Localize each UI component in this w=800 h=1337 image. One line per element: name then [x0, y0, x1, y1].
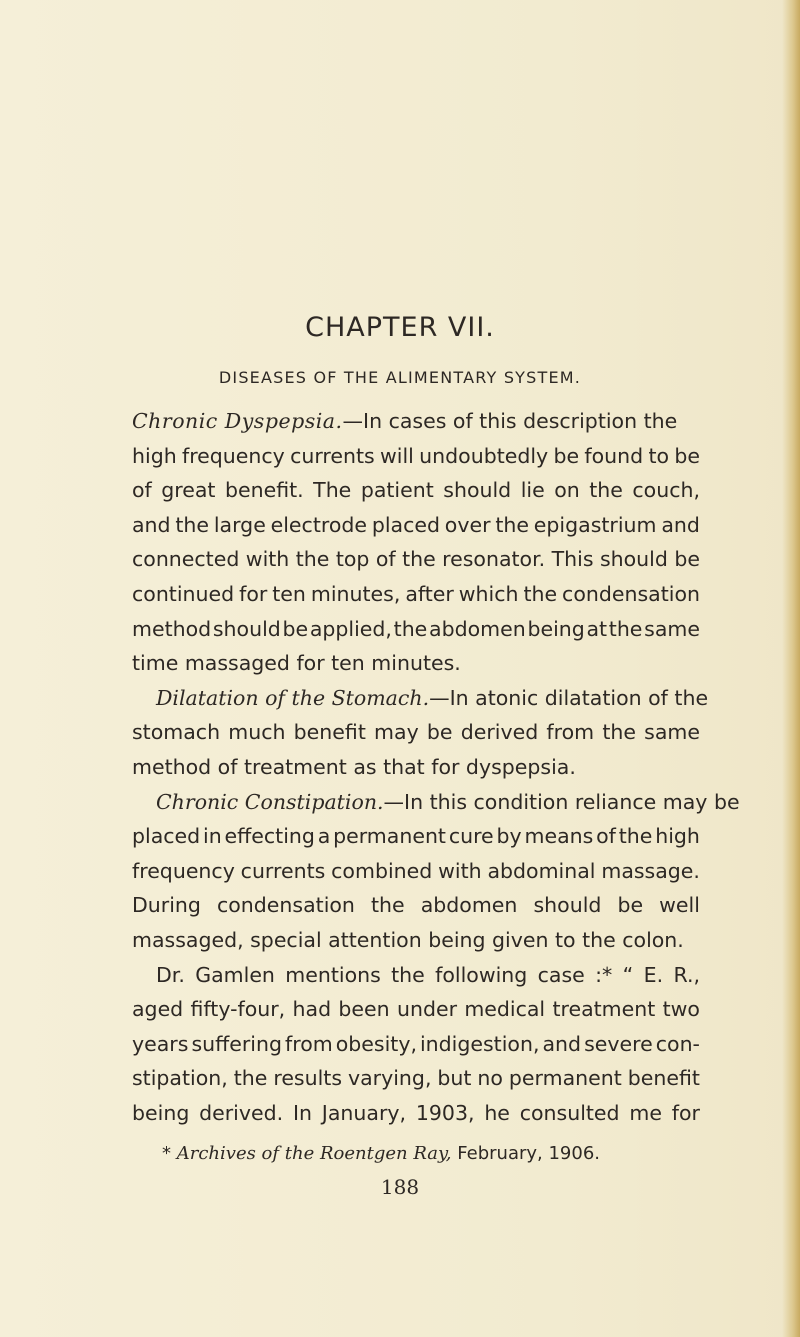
text-line [132, 404, 700, 439]
text-fragment: —In atonic dilatation of the [429, 685, 709, 710]
footnote-source: Archives of the Roentgen Ray, [176, 1143, 452, 1164]
text-line: stipation, the results varying, but no permanent benefit [132, 1066, 700, 1091]
text-line: frequency currents combined with abdominal massage. [132, 858, 700, 883]
heading-chronic-constipation: Chronic Constipation. [156, 789, 384, 814]
text-line: being derived. In January, 1903, he consulted me for [132, 1100, 700, 1125]
text-line: years suffering from obesity, indigestion, and severe con- [132, 1031, 700, 1056]
text-line: of great benefit. The patient should lie on the couch, [132, 478, 700, 503]
footnote [162, 1143, 600, 1164]
body-text [132, 404, 740, 1130]
page-number: 188 [380, 1175, 420, 1199]
footnote-date: February, 1906. [457, 1143, 600, 1164]
text-line: placed in effecting a permanent cure by means of the high [132, 824, 700, 849]
text-line: aged fifty-four, had been under medical treatment two [132, 997, 700, 1022]
text-line: stomach much benefit may be derived from the same [132, 720, 700, 745]
text-line: massaged, special attention being given to the colon. [132, 927, 684, 952]
text-line: and the large electrode placed over the epigastrium and [132, 512, 700, 537]
text-fragment: —In cases of this description the [342, 409, 678, 433]
text-fragment: —In this condition reliance may be [383, 789, 740, 814]
text-line [132, 681, 709, 716]
text-line: method of treatment as that for dyspepsia. [132, 754, 576, 779]
text-line: connected with the top of the resonator. This should be [132, 547, 700, 572]
text-line: method should be applied, the abdomen being at the same [132, 616, 700, 641]
text-line: high frequency currents will undoubtedly be found to be [132, 443, 700, 468]
heading-chronic-dyspepsia: Chronic Dyspepsia. [132, 409, 343, 433]
chapter-title: CHAPTER VII. [305, 312, 495, 343]
text-line [132, 785, 740, 820]
text-line: Dr. Gamlen mentions the following case :* “ E. R., [156, 962, 700, 987]
section-title: DISEASES OF THE ALIMENTARY SYSTEM. [218, 368, 582, 387]
footnote-marker: * [162, 1143, 171, 1164]
text-line: During condensation the abdomen should be well [132, 893, 700, 918]
page-edge-shadow [782, 0, 800, 1337]
text-line: continued for ten minutes, after which the condensation [132, 581, 700, 606]
text-line: time massaged for ten minutes. [132, 651, 461, 676]
heading-dilatation-of-stomach: Dilatation of the Stomach. [156, 685, 430, 710]
